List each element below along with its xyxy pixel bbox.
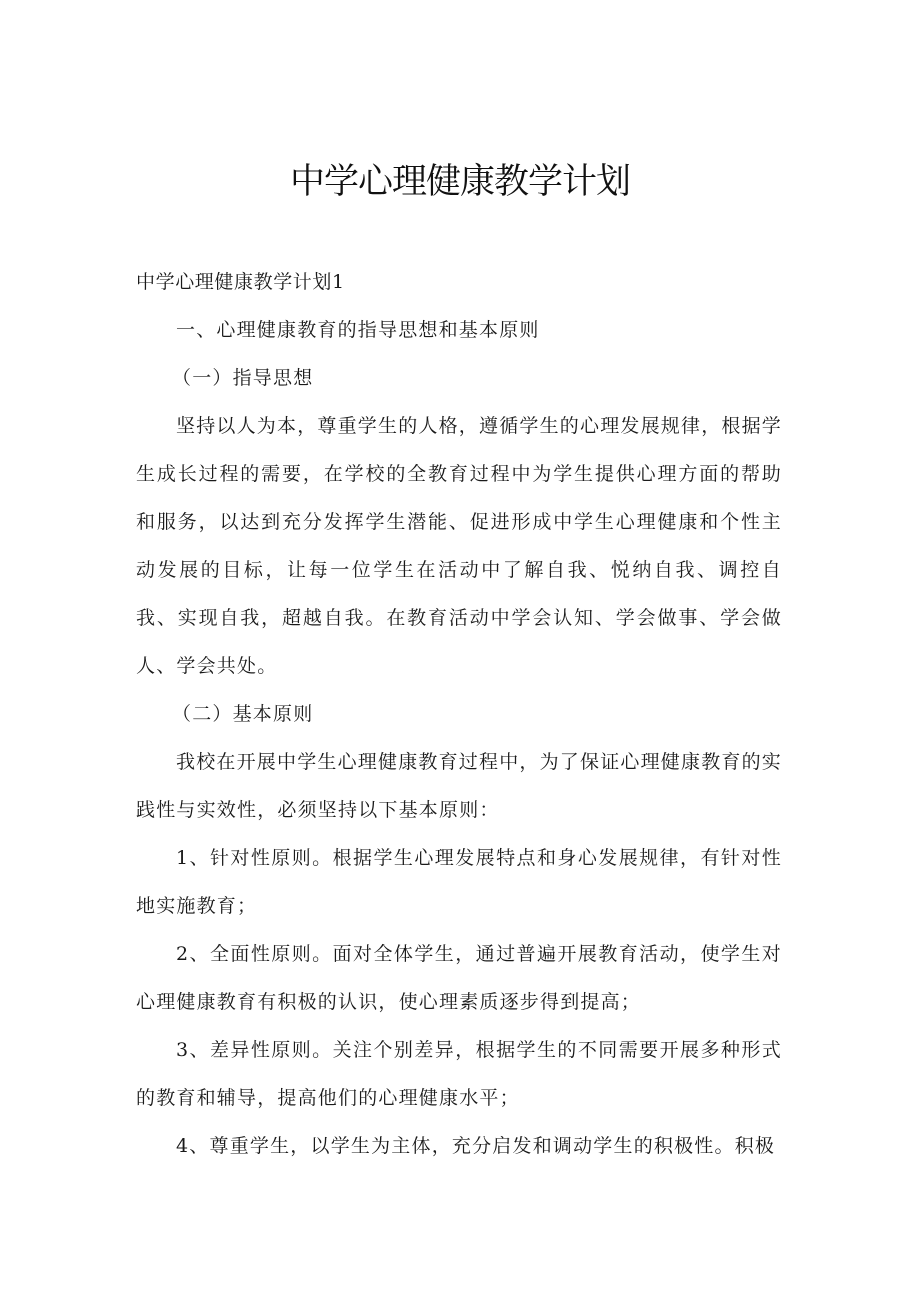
list-item-principle-4: 4、尊重学生，以学生为主体，充分启发和调动学生的积极性。积极 (176, 1135, 776, 1157)
section-heading: 一、心理健康教育的指导思想和基本原则 (176, 319, 540, 341)
list-item-principle-1: 1、针对性原则。根据学生心理发展特点和身心发展规律，有针对性地实施教育； (136, 847, 782, 917)
subsection-heading-guiding-thought: （一）指导思想 (172, 367, 314, 389)
paragraph-guiding-thought: 坚持以人为本，尊重学生的人格，遵循学生的心理发展规律，根据学生成长过程的需要，在学校的全教育过程中为学生提供心理方面的帮助和服务，以达到充分发挥学生潜能、促进形成中学生心理健康和个性主动发展的目标，让每一位学生在活动中了解自我、悦纳自我、调控自我、实现自我，超越自我。在教育活动中学会认知、学会做事、学会做人、学会共处。 (136, 415, 783, 677)
document-subtitle: 中学心理健康教学计划1 (136, 271, 345, 293)
document-body (136, 258, 782, 1170)
paragraph-basic-principles-intro: 我校在开展中学生心理健康教育过程中，为了保证心理健康教育的实践性与实效性，必须坚持以下基本原则： (136, 751, 783, 821)
subsection-heading-basic-principles: （二）基本原则 (172, 703, 314, 725)
document-title: 中学心理健康教学计划 (289, 162, 630, 202)
list-item-principle-3: 3、差异性原则。关注个别差异，根据学生的不同需要开展多种形式的教育和辅导，提高他们的心理健康水平； (136, 1039, 782, 1109)
list-item-principle-2: 2、全面性原则。面对全体学生，通过普遍开展教育活动，使学生对心理健康教育有积极的认识，使心理素质逐步得到提高； (136, 943, 782, 1013)
